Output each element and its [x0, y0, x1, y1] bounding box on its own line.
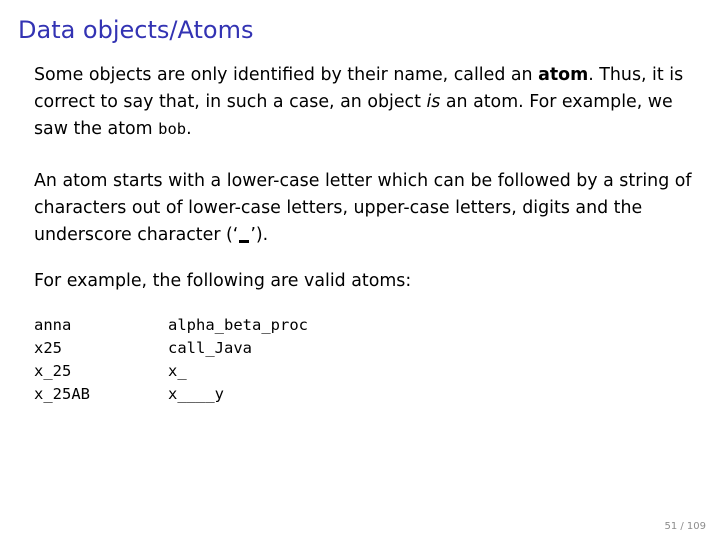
atom-example: x_25AB	[34, 385, 90, 403]
code-bob: bob	[158, 120, 187, 138]
emphasis-is: is	[426, 92, 441, 112]
paragraph-atom-syntax	[34, 168, 694, 249]
paragraph-text: An atom starts with a lower-case letter which can be followed by a string of characters out of lower-case letters, upper-case letters, digits and the underscore character (‘	[34, 171, 692, 245]
atoms-example-table	[34, 314, 308, 406]
slide-title: Data objects/Atoms	[18, 16, 254, 44]
paragraph-text: .	[186, 119, 192, 139]
atom-example: x____y	[168, 385, 224, 403]
atom-example: anna	[34, 316, 72, 334]
atom-example: x_	[168, 362, 187, 380]
paragraph-text: . Thus, it is correct to say that, in such a case, an object	[34, 65, 684, 112]
paragraph-text: an atom. For example, we saw the atom	[34, 92, 673, 139]
paragraph-examples-intro: For example, the following are valid atoms:	[34, 271, 412, 291]
page-number: 51 / 109	[664, 521, 706, 532]
atom-example: alpha_beta_proc	[168, 316, 308, 334]
term-atom: atom	[538, 65, 589, 85]
paragraph-atom-definition	[34, 62, 694, 143]
atom-row	[34, 360, 308, 383]
atom-row	[34, 314, 308, 337]
paragraph-text: Some objects are only identified by their name, called an	[34, 65, 539, 85]
paragraph-text: ’).	[250, 225, 269, 245]
atom-row	[34, 383, 308, 406]
atom-example: x25	[34, 339, 62, 357]
atom-row	[34, 337, 308, 360]
atom-example: x_25	[34, 362, 72, 380]
atom-example: call_Java	[168, 339, 252, 357]
underscore-glyph	[239, 240, 249, 243]
